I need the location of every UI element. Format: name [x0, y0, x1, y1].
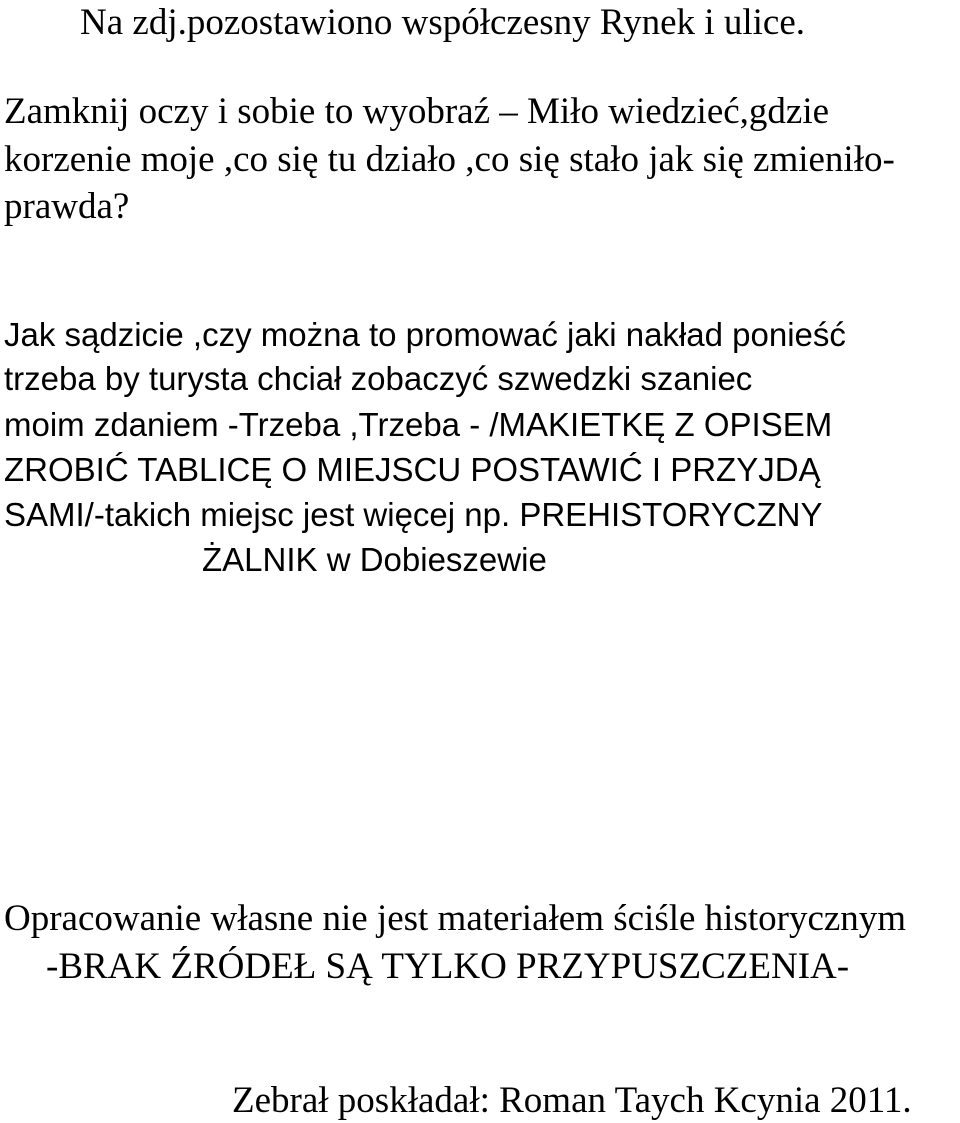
disclaimer-line: Opracowanie własne nie jest materiałem ściśle historycznym — [4, 898, 907, 939]
signature: Zebrał poskładał: Roman Taych Kcynia 2011. — [232, 1080, 912, 1121]
question-line: ZROBIĆ TABLICĘ O MIEJSCU POSTAWIĆ I PRZYJDĄ — [4, 451, 821, 488]
intro-paragraph-line: Zamknij oczy i sobie to wyobraź – Miło wiedzieć,gdzie — [4, 91, 830, 132]
question-line: moim zdaniem -Trzeba ,Trzeba - /MAKIETKĘ Z OPISEM — [4, 406, 833, 443]
intro-line: Na zdj.pozostawiono współczesny Rynek i ulice. — [80, 2, 805, 43]
question-line: SAMI/-takich miejsc jest więcej np. PREHISTORYCZNY — [4, 496, 823, 533]
intro-paragraph-line: prawda? — [4, 186, 130, 227]
question-line: Jak sądzicie ,czy można to promować jaki nakład ponieść — [4, 316, 846, 353]
intro-paragraph-line: korzenie moje ,co się tu działo ,co się stało jak się zmieniło- — [4, 139, 895, 180]
disclaimer-line: -BRAK ŹRÓDEŁ SĄ TYLKO PRZYPUSZCZENIA- — [46, 946, 850, 987]
question-line: trzeba by turysta chciał zobaczyć szwedzki szaniec — [4, 360, 753, 397]
question-line: ŻALNIK w Dobieszewie — [202, 541, 547, 578]
